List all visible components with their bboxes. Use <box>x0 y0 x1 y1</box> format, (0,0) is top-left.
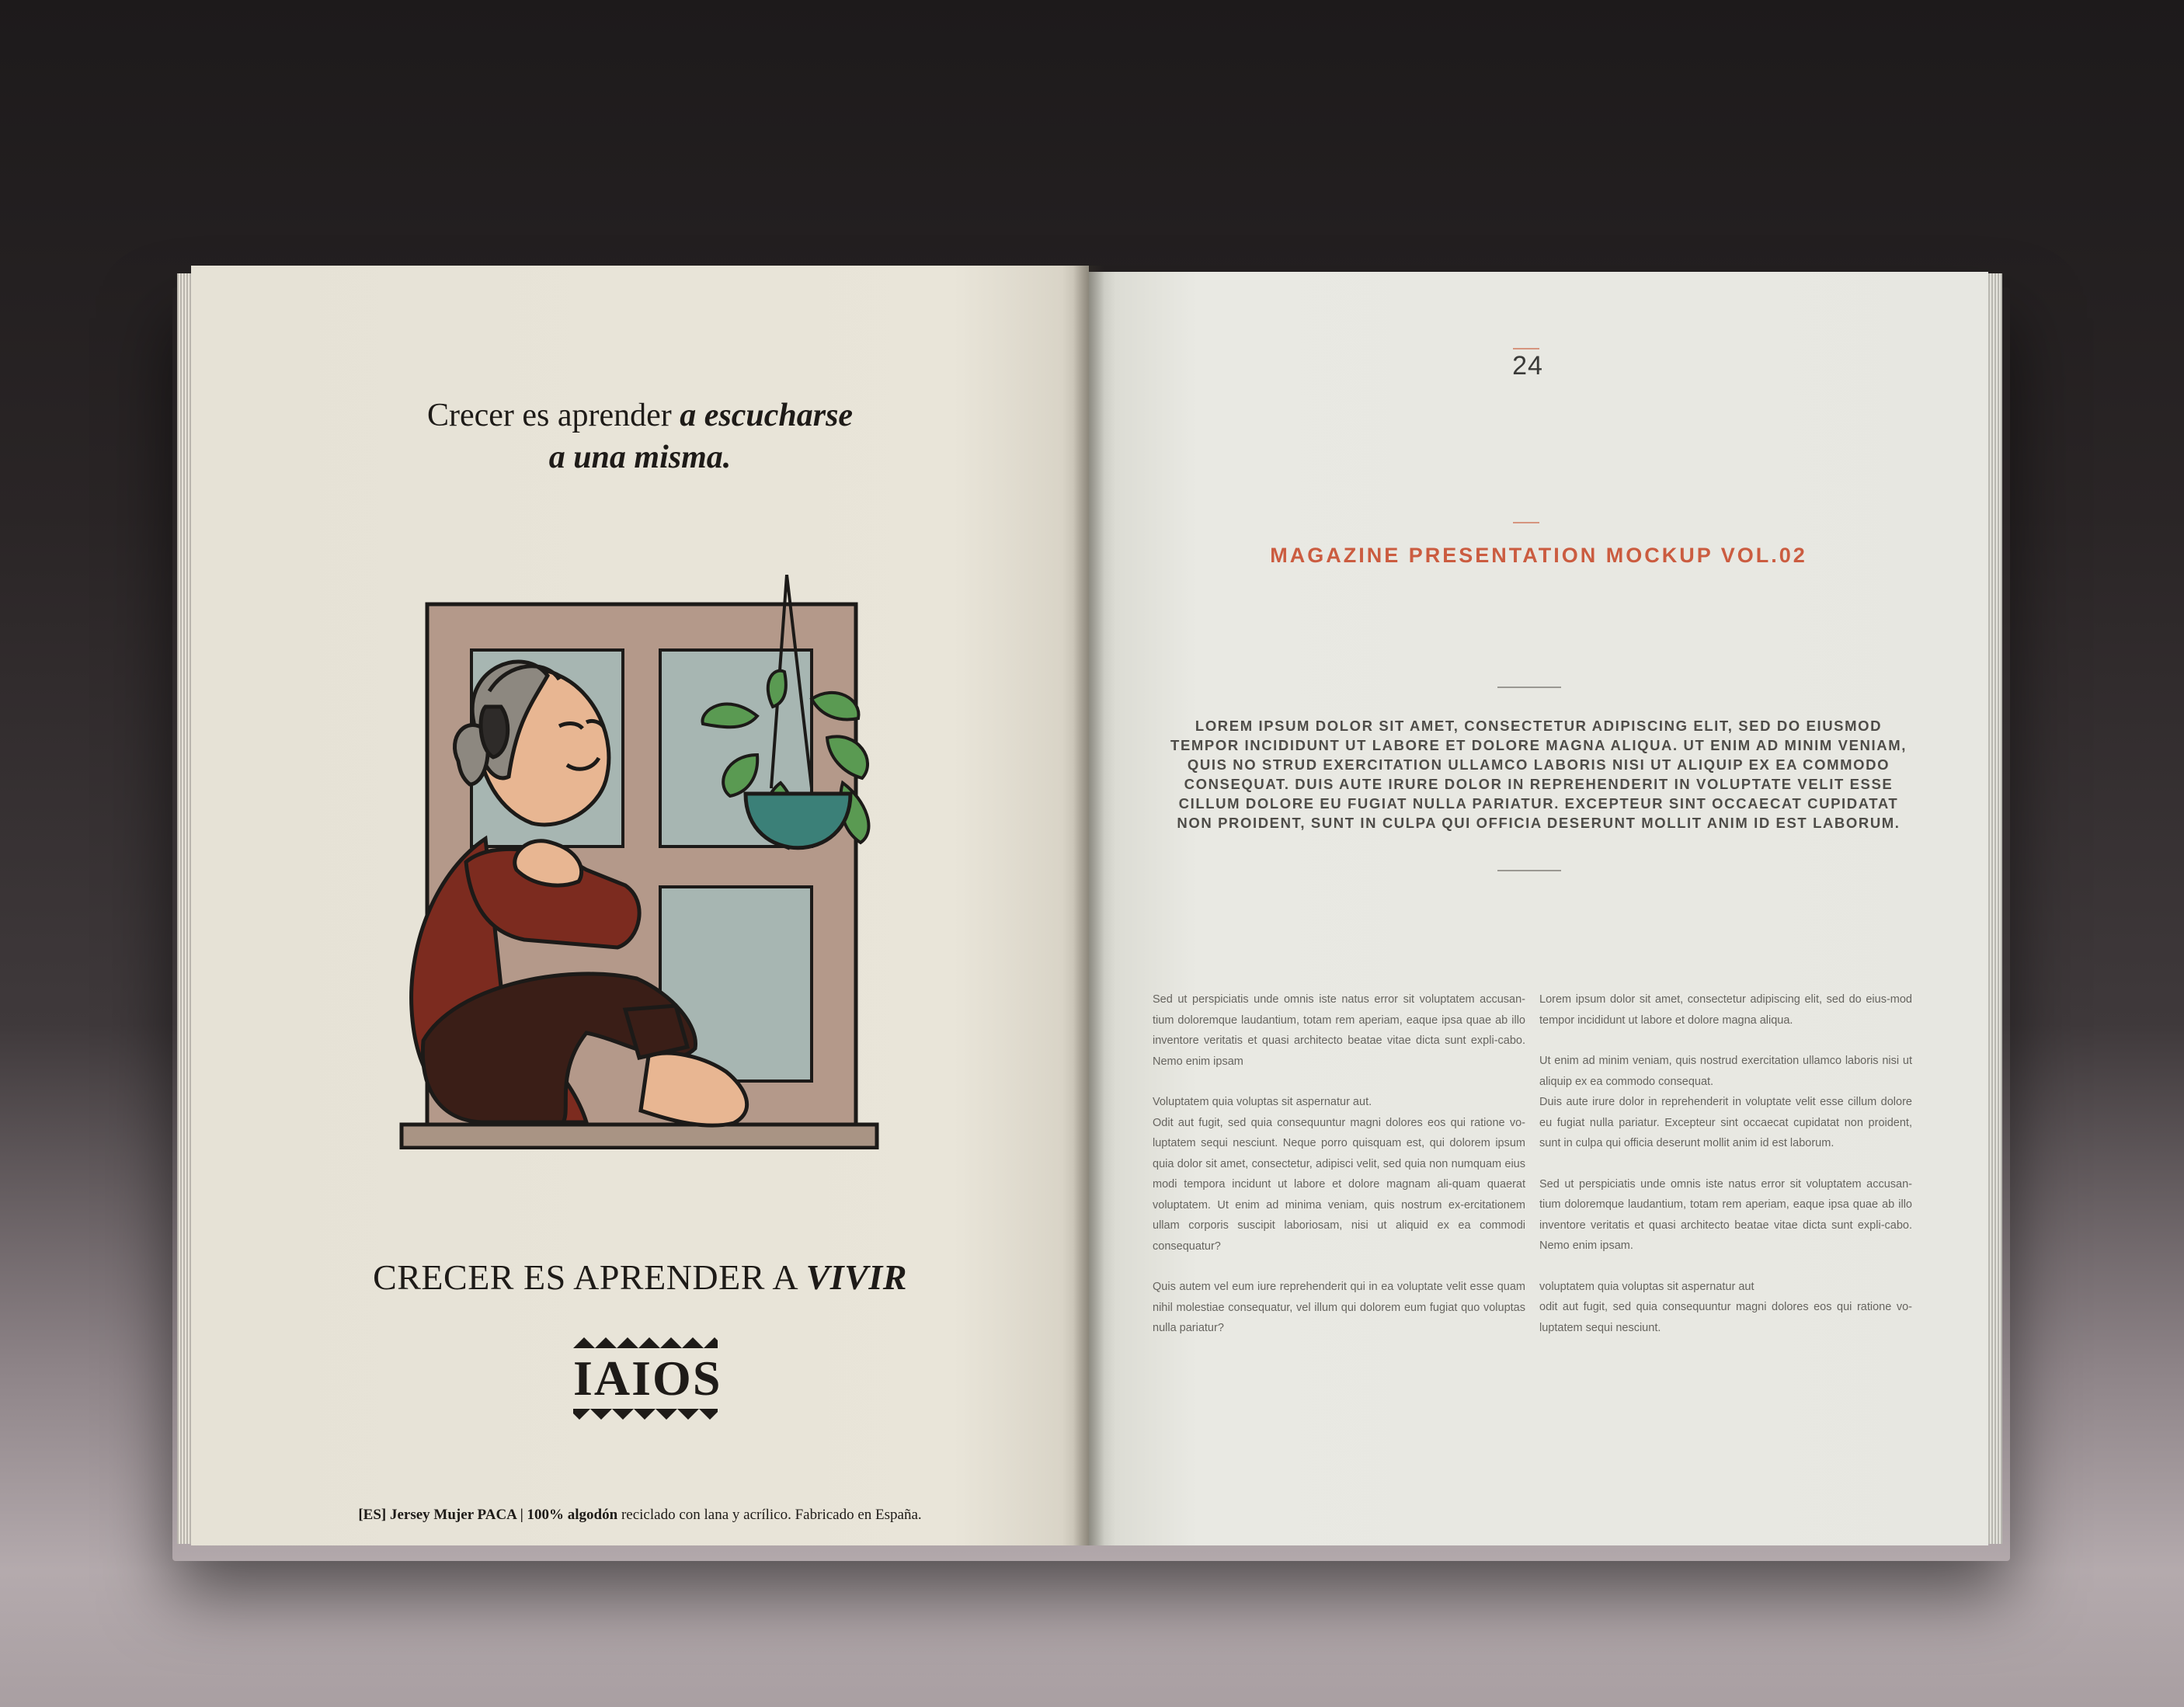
body-paragraph: Quis autem vel eum iure reprehenderit qui in ea voluptate velit esse quam nihil molestiae consequatur, vel illum qui dolorem eum fugiat quo voluptas nulla pariatur? <box>1153 1281 1525 1334</box>
window-sill <box>402 1125 877 1148</box>
ad-tagline <box>191 1257 1089 1298</box>
body-column-right <box>1539 989 1912 1358</box>
title-rule <box>1513 522 1539 523</box>
logo-wordmark: IAIOS <box>573 1351 722 1406</box>
intro-rule-top <box>1497 687 1561 688</box>
body-paragraph: Lorem ipsum dolor sit amet, consectetur adipiscing elit, sed do eius-mod tempor incididunt ut labore et dolore magna aliqua. <box>1539 993 1912 1027</box>
ad-headline-plain: Crecer es aprender <box>426 398 680 433</box>
page-number-rule <box>1513 348 1539 349</box>
ad-footnote-bold: [ES] Jersey Mujer PACA | 100% algodón <box>358 1507 618 1523</box>
body-paragraph: Ut enim ad minim veniam, quis nostrud exercitation ullamco laboris nisi ut aliquip ex ea commodo consequat. Duis aute irure dolor in reprehenderit in voluptate velit esse cillum dolore eu fugiat nulla pariatur. Excepteur sint occaecat cupidatat non proident, sunt in culpa qui officia deserunt mollit anim id est laborum. <box>1539 1055 1912 1149</box>
ad-headline <box>191 395 1089 478</box>
body-paragraph: Sed ut perspiciatis unde omnis iste natus error sit voluptatem accusan-tium doloremque laudantium, totam rem aperiam, eaque ipsa quae ab illo inventore veritatis et quasi architecto beatae vitae dicta sunt expli-cabo. Nemo enim ipsam <box>1153 993 1525 1068</box>
intro-rule-bottom <box>1497 870 1561 871</box>
body-paragraph: voluptatem quia voluptas sit aspernatur aut odit aut fugit, sed quia consequuntur magni dolores eos qui ratione vo-luptatem sequi nesciunt. <box>1539 1280 1912 1334</box>
left-page-stack <box>177 273 193 1544</box>
ad-tagline-plain: CRECER ES APRENDER A <box>373 1257 806 1297</box>
body-paragraph: Voluptatem quia voluptas sit aspernatur aut. Odit aut fugit, sed quia consequuntur magni dolores eos qui ratione vo-luptatem sequi nesciunt. Neque porro quisquam est, qui dolorem ipsum quia dolor sit amet, consectetur, adipisci velit, sed quia non numquam eius modi tempora incidunt ut labore et dolore magnam ali-quam quaerat voluptatem. Ut enim ad minima veniam, quis nostrum ex-ercitationem ullam corporis suscipit laboriosam, nisi ut aliquid ex ea commodi consequatur? <box>1153 1096 1525 1253</box>
ad-footnote-rest: reciclado con lana y acrílico. Fabricado en España. <box>617 1507 922 1523</box>
intro-paragraph: LOREM IPSUM DOLOR SIT AMET, CONSECTETUR ADIPISCING ELIT, SED DO EIUSMOD TEMPOR INCIDIDUNT UT LABORE ET DOLORE MAGNA ALIQUA. UT ENIM AD MINIM VENIAM, QUIS NO STRUD EXERCITATION ULLAMCO LABORIS NISI UT ALIQUIP EX EA COMMODO CONSEQUAT. DUIS AUTE IRURE DOLOR IN REPREHENDERIT IN VOLUPTATE VELIT ESSE CILLUM DOLORE EU FUGIAT NULLA PARIATUR. EXCEPTEUR SINT OCCAECAT CUPIDATAT NON PROIDENT, SUNT IN CULPA QUI OFFICIA DESERUNT MOLLIT ANIM ID EST LABORUM. <box>1170 718 1907 831</box>
page-number: 24 <box>1512 351 1543 381</box>
spine-gutter <box>1073 266 1104 1545</box>
woman-at-window-illustration <box>392 575 905 1149</box>
ad-headline-italic-1: a escucharse <box>680 398 854 433</box>
logo-zigzag-bottom <box>573 1409 718 1420</box>
ad-headline-italic-2: a una misma. <box>548 440 732 475</box>
logo-zigzag-top <box>573 1337 718 1348</box>
ad-tagline-italic: VIVIR <box>805 1257 907 1297</box>
right-page-stack <box>1987 273 2002 1544</box>
body-column-left <box>1153 989 1525 1359</box>
body-paragraph: Sed ut perspiciatis unde omnis iste natus error sit voluptatem accusan-tium doloremque laudantium, totam rem aperiam, eaque ipsa quae ab illo inventore veritatis et quasi architecto beatae vitae dicta sunt expli-cabo. Nemo enim ipsam. <box>1539 1177 1912 1252</box>
magazine-title: MAGAZINE PRESENTATION MOCKUP VOL.02 <box>1270 544 1807 567</box>
ad-footnote <box>191 1507 1089 1524</box>
